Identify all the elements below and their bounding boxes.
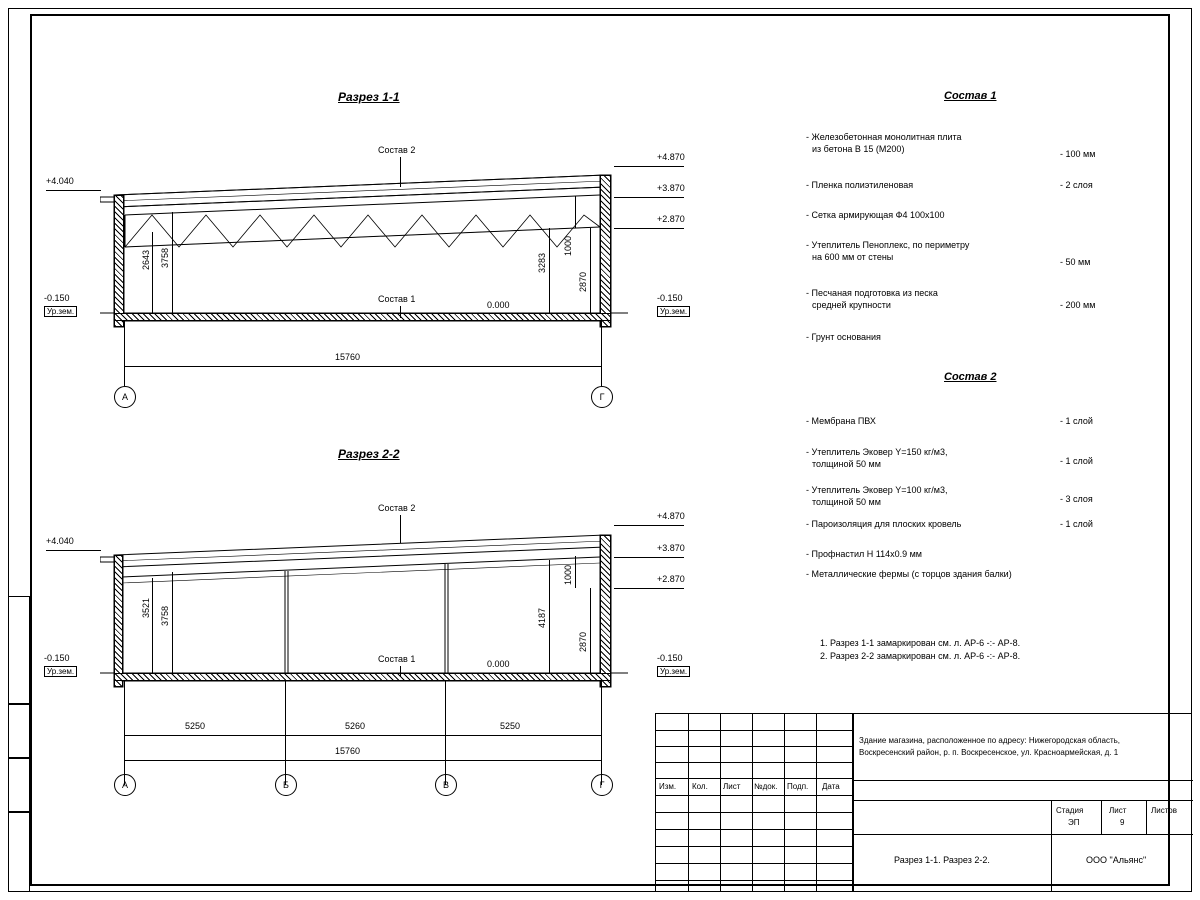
composition-1-item-0: - Железобетонная монолитная плита — [806, 132, 962, 142]
composition-2-value-2: - 3 слоя — [1060, 494, 1093, 504]
section-1-dim-1000: 1000 — [563, 236, 573, 257]
composition-1-value-1: - 2 слоя — [1060, 180, 1093, 190]
composition-2-item-3: - Пароизоляция для плоских кровель — [806, 519, 962, 529]
stamp-header-ndok: №док. — [754, 782, 778, 791]
composition-1-item-4-line2: средней крупности — [812, 300, 891, 310]
stamp-header-list: Лист — [723, 782, 741, 791]
composition-1-item-1: - Пленка полиэтиленовая — [806, 180, 914, 190]
section-2-span-3: 5250 — [500, 721, 521, 731]
section-1-axis-a: А — [114, 386, 136, 408]
section-1-level-zero: 0.000 — [487, 300, 510, 310]
stamp-header-izm: Изм. — [659, 782, 677, 791]
composition-1-item-3-line2: на 600 мм от стены — [812, 252, 894, 262]
composition-2-item-2: - Утеплитель Эковер Y=100 кг/м3, — [806, 485, 948, 495]
composition-2-item-0: - Мембрана ПВХ — [806, 416, 876, 426]
section-2-dim-3521: 3521 — [141, 598, 151, 619]
section-1-level-3870: +3.870 — [657, 183, 685, 193]
composition-2-item-1-line2: толщиной 50 мм — [812, 459, 881, 469]
stamp-sheets-label: Листов — [1151, 806, 1177, 815]
section-2-floor-slab — [114, 673, 611, 681]
section-2-axis-b: Б — [275, 774, 297, 796]
composition-1-value-3: - 50 мм — [1060, 257, 1091, 267]
composition-1-value-0: - 100 мм — [1060, 149, 1096, 159]
title-block — [655, 713, 1192, 892]
section-1-ground-right-label: Ур.зем. — [657, 306, 690, 317]
section-1-geometry — [100, 165, 720, 365]
composition-2-item-5: - Металлические фермы (с торцов здания балки) — [806, 569, 1012, 579]
stamp-sheet-value: 9 — [1120, 818, 1125, 827]
section-1-level-4870: +4.870 — [657, 152, 685, 162]
section-2-axis-g: Г — [591, 774, 613, 796]
composition-2-item-4: - Профнастил Н 114х0.9 мм — [806, 549, 922, 559]
section-1-axis-g: Г — [591, 386, 613, 408]
composition-2-value-0: - 1 слой — [1060, 416, 1093, 426]
section-1-ground-left-label: Ур.зем. — [44, 306, 77, 317]
section-2-level-2870: +2.870 — [657, 574, 685, 584]
section-1-title: Разрез 1-1 — [338, 90, 400, 104]
composition-1-item-4: - Песчаная подготовка из песка — [806, 288, 938, 298]
section-1-dim-2870: 2870 — [578, 272, 588, 293]
composition-2-value-3: - 1 слой — [1060, 519, 1093, 529]
section-2-level-3870: +3.870 — [657, 543, 685, 553]
stamp-stage-label: Стадия — [1056, 806, 1084, 815]
section-1-callout-floor: Состав 1 — [378, 294, 416, 304]
section-2-title: Разрез 2-2 — [338, 447, 400, 461]
section-2-span-2: 5260 — [345, 721, 366, 731]
section-2-dim-3758: 3758 — [160, 606, 170, 627]
margin-box-2 — [8, 704, 30, 758]
composition-2-title: Состав 2 — [944, 371, 997, 383]
section-1-dim-total: 15760 — [335, 352, 361, 362]
stamp-sheet-label: Лист — [1109, 806, 1127, 815]
composition-2-item-2-line2: толщиной 50 мм — [812, 497, 881, 507]
composition-1-title: Состав 1 — [944, 90, 997, 102]
section-2-wall-left — [114, 555, 123, 687]
section-2-wall-right — [600, 535, 611, 687]
section-2-dim-4187: 4187 — [537, 608, 547, 629]
section-1-level-2870: +2.870 — [657, 214, 685, 224]
section-1-ground-right-value: -0.150 — [657, 293, 683, 303]
section-2-axis-v: В — [435, 774, 457, 796]
composition-1-value-4: - 200 мм — [1060, 300, 1096, 310]
composition-1-item-3: - Утеплитель Пеноплекс, по периметру — [806, 240, 970, 250]
section-1-dim-2643: 2643 — [141, 250, 151, 271]
section-2-level-top-left: +4.040 — [46, 536, 74, 546]
section-1-wall-right — [600, 175, 611, 327]
section-2-ground-left-value: -0.150 — [44, 653, 70, 663]
section-2-level-zero: 0.000 — [487, 659, 510, 669]
section-2-dim-total: 15760 — [335, 746, 361, 756]
stamp-company: ООО "Альянс" — [1086, 855, 1147, 865]
section-2-callout-roof: Состав 2 — [378, 503, 416, 513]
level-leader-2 — [614, 166, 684, 167]
margin-box-1 — [8, 596, 30, 704]
section-1-dim-3283: 3283 — [537, 253, 547, 274]
section-2-ground-right-label: Ур.зем. — [657, 666, 690, 677]
stamp-object-line-2: Воскресенский район, р. п. Воскресенское, ул. Красноармейская, д. 1 — [859, 748, 1119, 757]
composition-2-item-1: - Утеплитель Эковер Y=150 кг/м3, — [806, 447, 948, 457]
section-2-geometry — [100, 525, 720, 715]
section-2-span-1: 5250 — [185, 721, 206, 731]
section-2-dim-2870: 2870 — [578, 632, 588, 653]
note-2: 2. Разрез 2-2 замаркирован см. л. АР-6 -:- АР-8. — [820, 651, 1021, 661]
stamp-grid — [656, 714, 853, 892]
section-2-callout-floor: Состав 1 — [378, 654, 416, 664]
section-1-level-top-left: +4.040 — [46, 176, 74, 186]
section-2-dim-1000: 1000 — [563, 565, 573, 586]
level-leader-3 — [614, 197, 684, 198]
level-leader-zero-1 — [470, 313, 525, 314]
level-leader-1 — [46, 190, 101, 191]
stamp-object-line-1: Здание магазина, расположенное по адресу: Нижегородская область, — [859, 736, 1121, 745]
stamp-header-data: Дата — [822, 782, 840, 791]
margin-box-4 — [8, 812, 30, 892]
stamp-header-podp: Подп. — [787, 782, 809, 791]
stamp-header-kol: Кол. — [692, 782, 708, 791]
section-2-axis-a: А — [114, 774, 136, 796]
stamp-sheet-title: Разрез 1-1. Разрез 2-2. — [894, 855, 990, 865]
section-2-ground-right-value: -0.150 — [657, 653, 683, 663]
composition-2-value-1: - 1 слой — [1060, 456, 1093, 466]
note-1: 1. Разрез 1-1 замаркирован см. л. АР-6 -:- АР-8. — [820, 638, 1021, 648]
composition-1-item-2: - Сетка армирующая Ф4 100х100 — [806, 210, 945, 220]
section-1-floor-slab — [114, 313, 611, 321]
margin-box-3 — [8, 758, 30, 812]
section-1-dim-3758: 3758 — [160, 248, 170, 269]
composition-1-item-0-line2: из бетона В 15 (М200) — [812, 144, 905, 154]
section-1-callout-roof: Состав 2 — [378, 145, 416, 155]
section-2-ground-left-label: Ур.зем. — [44, 666, 77, 677]
section-2-level-4870: +4.870 — [657, 511, 685, 521]
composition-1-item-5: - Грунт основания — [806, 332, 881, 342]
section-1-ground-left-value: -0.150 — [44, 293, 70, 303]
callout-leader-2 — [400, 306, 401, 318]
stamp-stage-value: ЭП — [1068, 818, 1080, 827]
section-1-wall-left — [114, 195, 124, 327]
level-leader-4 — [614, 228, 684, 229]
